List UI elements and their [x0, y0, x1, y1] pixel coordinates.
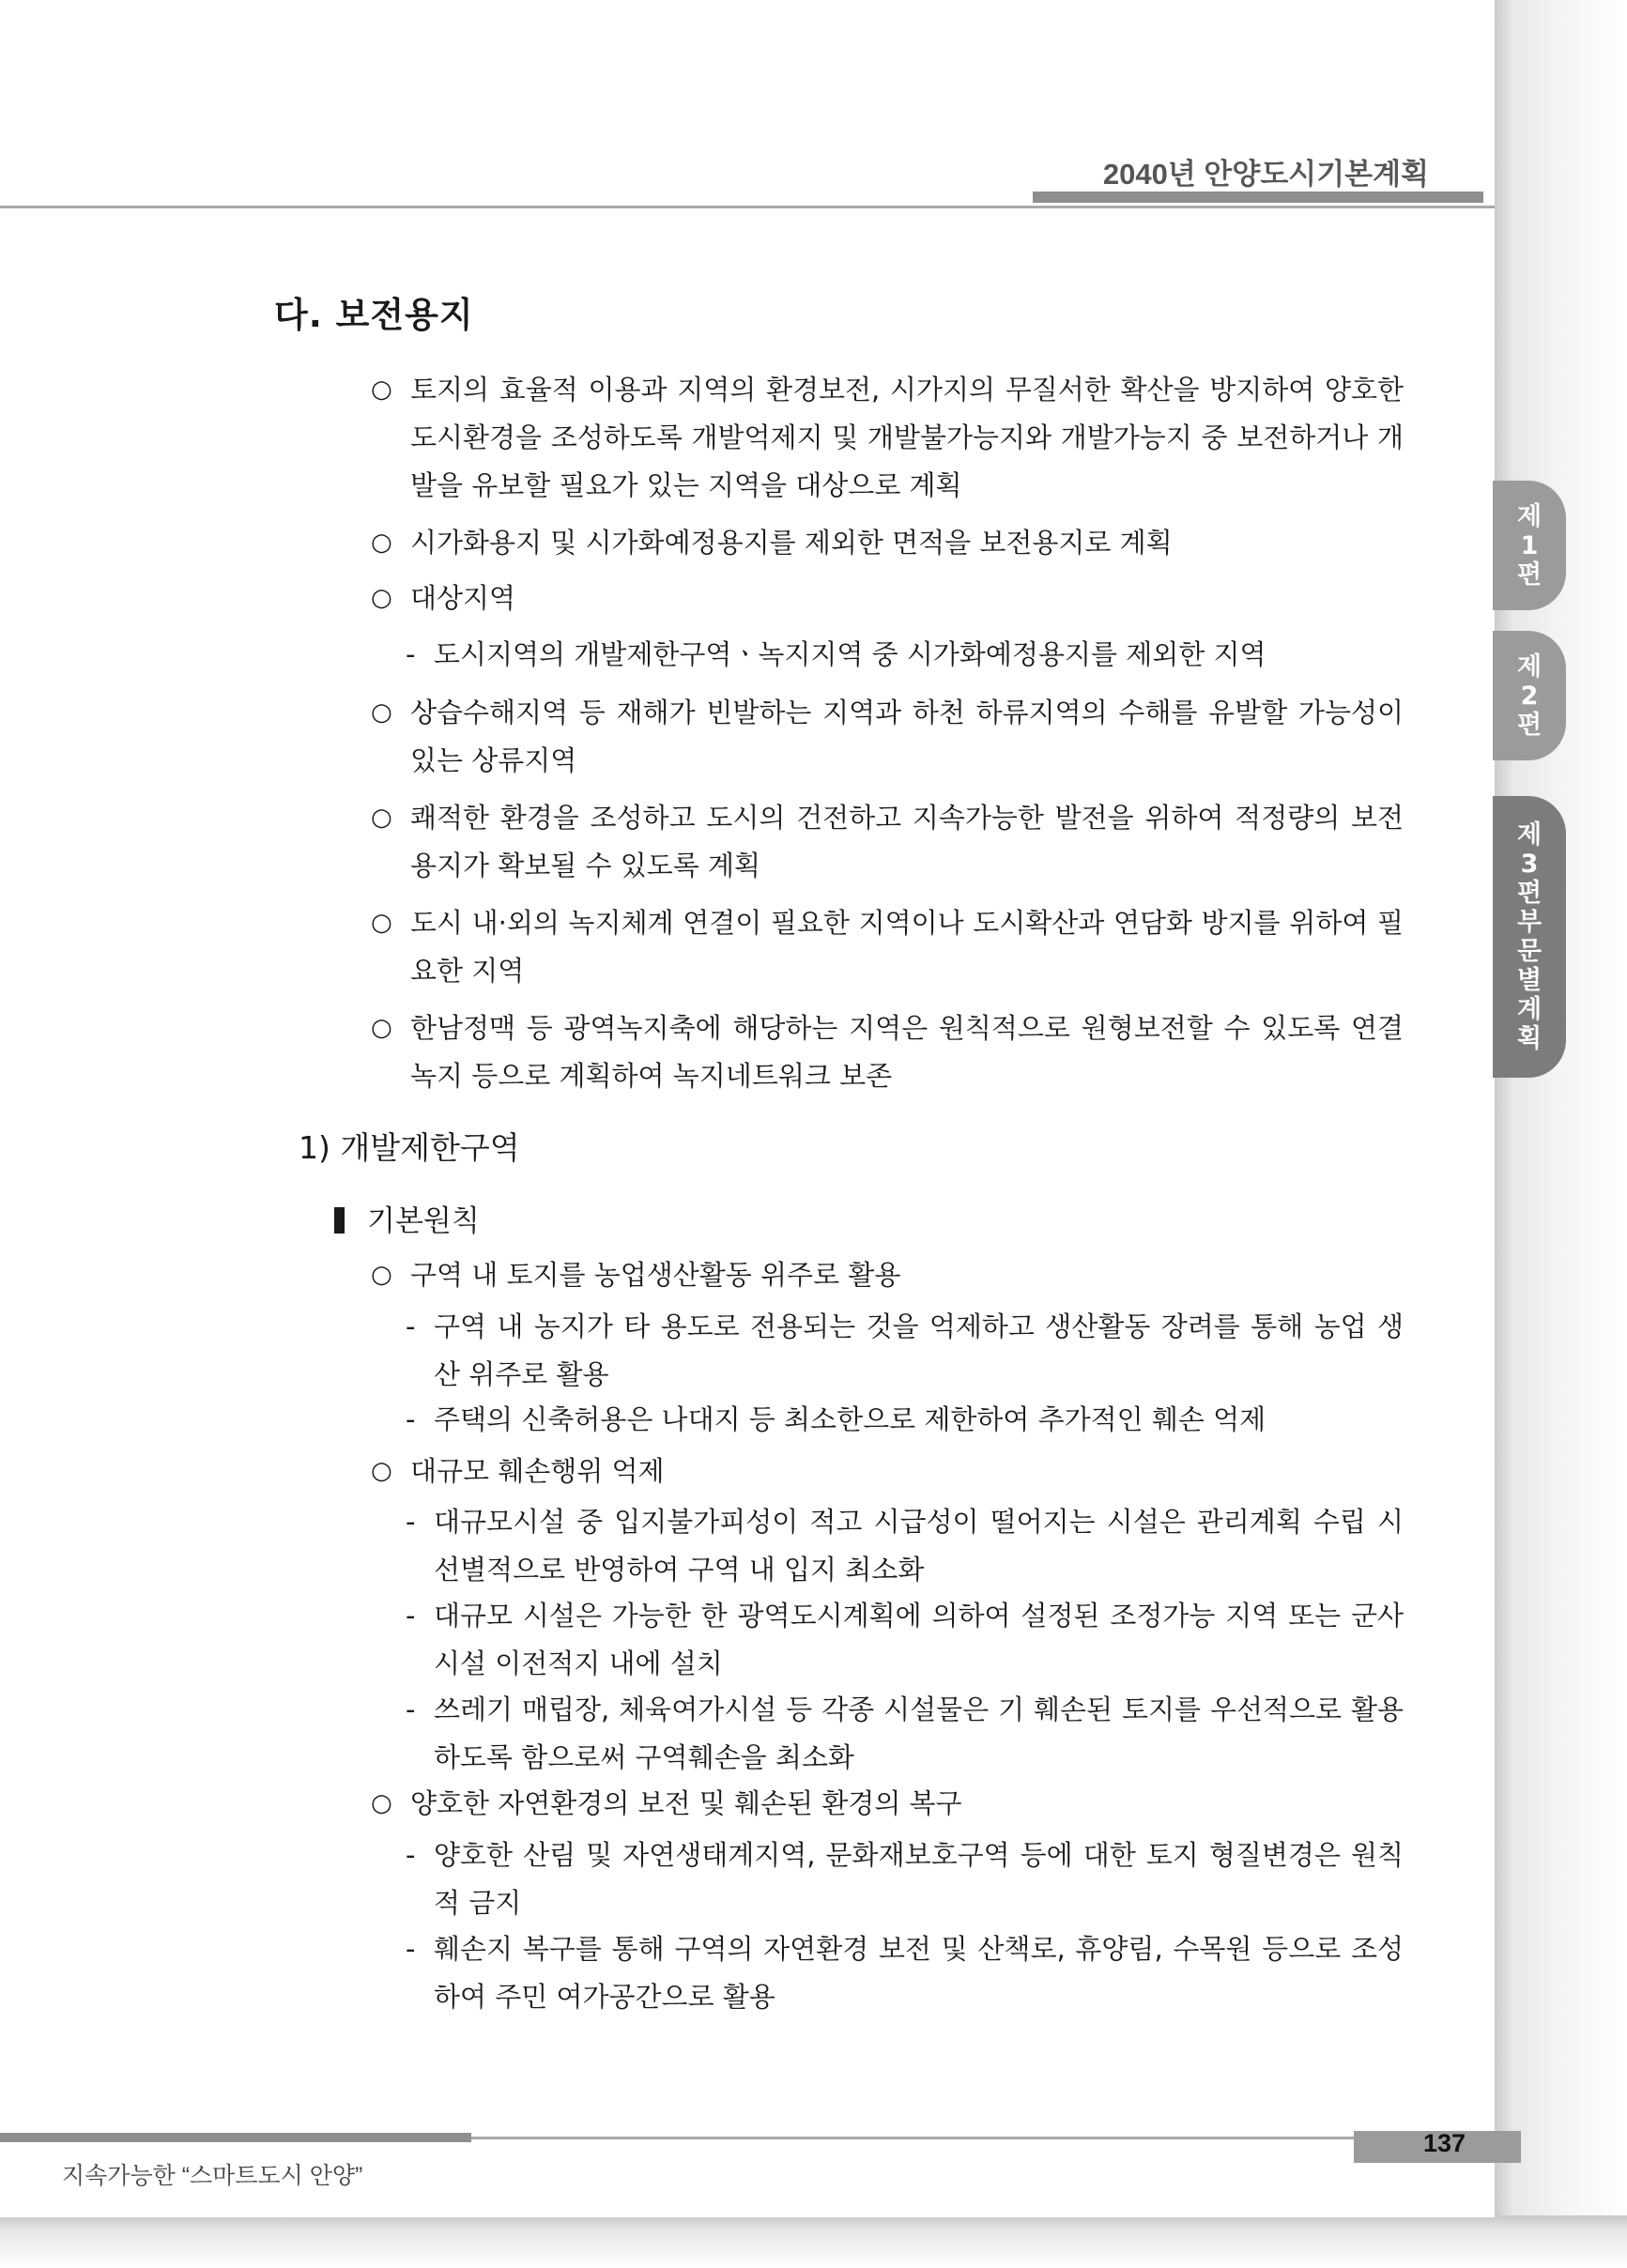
bullet-item [371, 794, 1404, 890]
bullet-item [371, 1251, 1404, 1299]
side-tab-part-1[interactable] [1493, 481, 1566, 610]
bullet-text: 대규모 훼손행위 억제 [410, 1455, 665, 1487]
circle-bullet-icon: ○ [371, 375, 392, 404]
dash-text: 쓰레기 매립장, 체육여가시설 등 각종 시설물은 기 훼손된 토지를 우선적으로 활용하도록 함으로써 구역훼손을 최소화 [434, 1693, 1404, 1773]
footer-rule-thick [0, 2133, 471, 2142]
circle-bullet-icon: ○ [371, 1014, 392, 1042]
subsubsection-title [334, 1197, 480, 1239]
footer-slogan: 지속가능한 “스마트도시 안양” [62, 2163, 363, 2189]
dash-text: 주택의 신축허용은 나대지 등 최소한으로 제한하여 추가적인 훼손 억제 [434, 1403, 1266, 1435]
section-title: 다. 보전용지 [274, 295, 474, 335]
dash-marker: - [406, 1600, 416, 1632]
bullet-text: 양호한 자연환경의 보전 및 훼손된 환경의 복구 [410, 1787, 962, 1819]
bullet-text: 상습수해지역 등 재해가 빈발하는 지역과 하천 하류지역의 수해를 유발할 가능성이 있는 상류지역 [410, 697, 1404, 776]
dash-text: 도시지역의 개발제한구역ㆍ녹지지역 중 시가화예정용지를 제외한 지역 [434, 638, 1266, 670]
dash-marker: - [406, 1933, 416, 1965]
bullet-text: 시가화용지 및 시가화예정용지를 제외한 면적을 보전용지로 계획 [410, 527, 1173, 559]
dash-marker: - [406, 1506, 416, 1538]
dash-marker: - [406, 1403, 416, 1435]
dash-text: 양호한 산림 및 자연생태계지역, 문화재보호구역 등에 대한 토지 형질변경은 원칙적 금지 [434, 1839, 1404, 1919]
dash-text: 구역 내 농지가 타 용도로 전용되는 것을 억제하고 생산활동 장려를 통해 농업 생산 위주로 활용 [434, 1310, 1404, 1390]
dash-item [406, 1592, 1404, 1688]
bullet-item [371, 1004, 1404, 1100]
bullet-text: 구역 내 토지를 농업생산활동 위주로 활용 [410, 1259, 901, 1291]
side-tab-label: 제3편 부문별 계획 [1516, 820, 1543, 1053]
side-tab-part-2[interactable] [1493, 631, 1566, 760]
bullet-item [371, 366, 1404, 510]
subsection-title: 1) 개발제한구역 [299, 1129, 520, 1166]
block-bar-icon [334, 1207, 345, 1234]
dash-item [406, 631, 1404, 679]
circle-bullet-icon: ○ [371, 1789, 392, 1817]
bullet-item [371, 519, 1404, 567]
page-shadow-bottom [0, 2215, 1627, 2268]
dash-item [406, 1498, 1404, 1594]
circle-bullet-icon: ○ [371, 584, 392, 612]
side-tab-part-3[interactable] [1493, 796, 1566, 1078]
circle-bullet-icon: ○ [371, 1261, 392, 1289]
side-tab-label: 제1편 [1516, 501, 1543, 590]
dash-item [406, 1686, 1404, 1782]
bullet-item [371, 575, 1404, 622]
bullet-text: 도시 내·외의 녹지체계 연결이 필요한 지역이나 도시확산과 연담화 방지를 위하여 필요한 지역 [410, 907, 1404, 987]
dash-item [406, 1925, 1404, 2021]
dash-item [406, 1831, 1404, 1927]
circle-bullet-icon: ○ [371, 698, 392, 727]
bullet-text: 대상지역 [410, 582, 516, 614]
dash-item [406, 1396, 1404, 1444]
header-rule [0, 206, 1495, 208]
bullet-text: 토지의 효율적 이용과 지역의 환경보전, 시가지의 무질서한 확산을 방지하여 양호한 도시환경을 조성하도록 개발억제지 및 개발불가능지와 개발가능지 중 보전하거나 개발을 유보할 필요가 있는 지역을 대상으로 계획 [410, 374, 1404, 501]
running-header: 2040년 안양도시기본계획 [1102, 158, 1429, 191]
dash-marker: - [406, 638, 416, 670]
dash-marker: - [406, 1839, 416, 1871]
side-tab-label: 제2편 [1516, 651, 1543, 740]
subsubsection-label: 기본원칙 [367, 1204, 480, 1238]
dash-text: 대규모 시설은 가능한 한 광역도시계획에 의하여 설정된 조정가능 지역 또는 군사시설 이전적지 내에 설치 [434, 1600, 1404, 1679]
circle-bullet-icon: ○ [371, 909, 392, 937]
bullet-item [371, 899, 1404, 995]
dash-text: 대규모시설 중 입지불가피성이 적고 시급성이 떨어지는 시설은 관리계획 수립 시 선별적으로 반영하여 구역 내 입지 최소화 [434, 1506, 1404, 1586]
bullet-text: 쾌적한 환경을 조성하고 도시의 건전하고 지속가능한 발전을 위하여 적정량의 보전용지가 확보될 수 있도록 계획 [410, 802, 1404, 881]
circle-bullet-icon: ○ [371, 804, 392, 832]
circle-bullet-icon: ○ [371, 529, 392, 557]
bullet-item [371, 1448, 1404, 1495]
header-rule-thick [1033, 192, 1483, 203]
dash-text: 훼손지 복구를 통해 구역의 자연환경 보전 및 산책로, 휴양림, 수목원 등으로 조성하여 주민 여가공간으로 활용 [434, 1933, 1404, 2013]
dash-marker: - [406, 1693, 416, 1725]
page-shadow-right [1493, 0, 1627, 2268]
circle-bullet-icon: ○ [371, 1457, 392, 1485]
dash-item [406, 1303, 1404, 1399]
bullet-item [371, 1780, 1404, 1828]
bullet-text: 한남정맥 등 광역녹지축에 해당하는 지역은 원칙적으로 원형보전할 수 있도록 연결녹지 등으로 계획하여 녹지네트워크 보존 [410, 1012, 1404, 1092]
page-number: 137 [1423, 2129, 1466, 2157]
bullet-item [371, 689, 1404, 785]
dash-marker: - [406, 1310, 416, 1342]
